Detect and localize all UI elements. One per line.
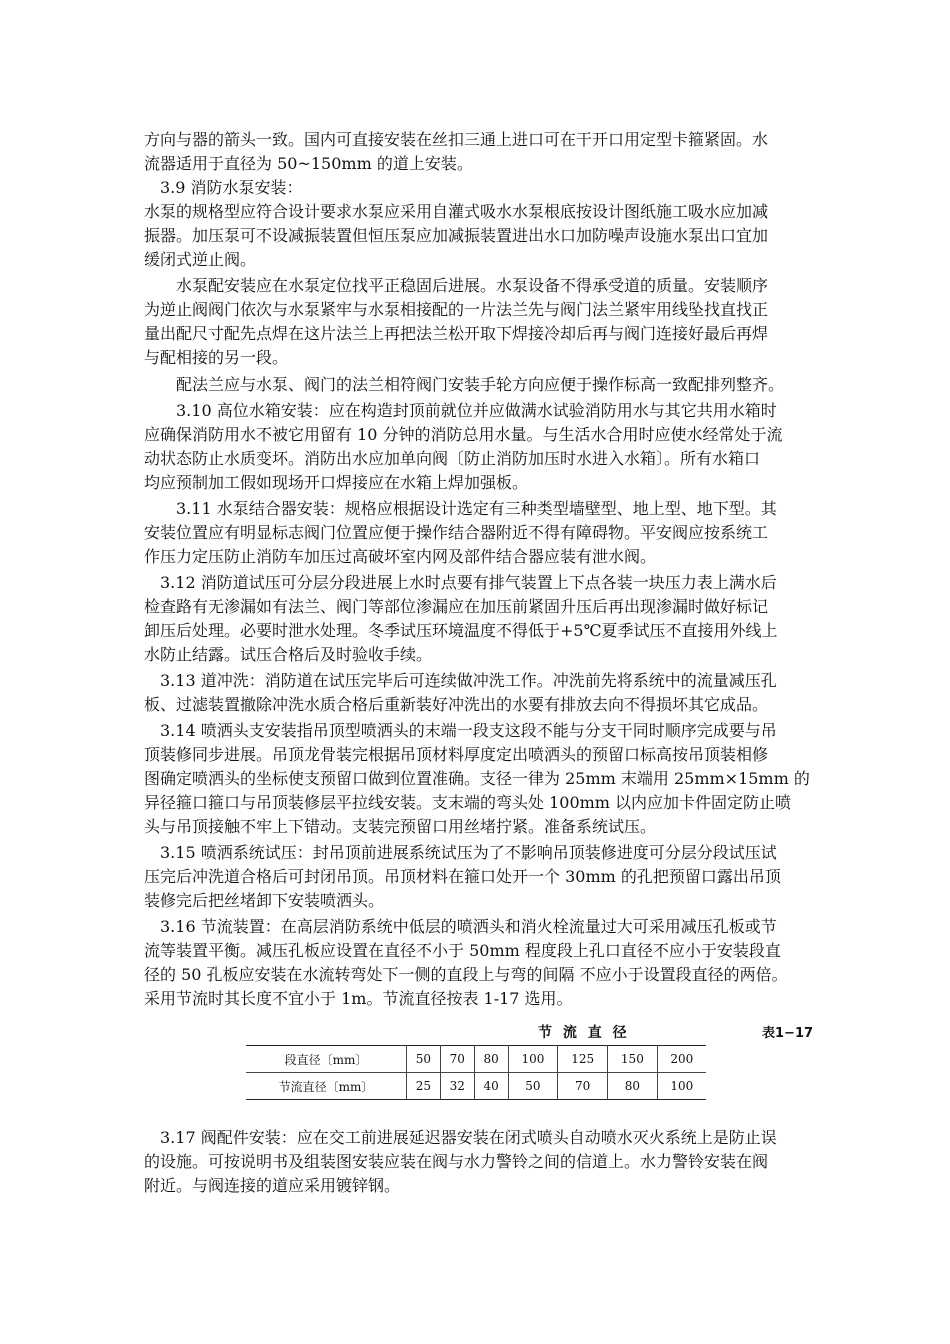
- text-line: 均应预制加工假如现场开口焊接应在水箱上焊加强板。: [144, 473, 529, 492]
- text-line: 采用节流时其长度不宜小于 1m。节流直径按表 1-17 选用。: [144, 989, 573, 1008]
- table-cell: 70: [558, 1073, 608, 1100]
- text-line: 卸压后处理。必要时泄水处理。冬季试压环境温度不得低于+5℃夏季试压不直接用外线上: [144, 621, 778, 640]
- throttle-diameter-table: [246, 1045, 706, 1100]
- text-line: 检查路有无渗漏如有法兰、阀门等部位渗漏应在加压前紧固升压后再出现渗漏时做好标记: [144, 597, 769, 616]
- text-line: 缓闭式逆止阀。: [144, 250, 257, 269]
- table-cell: 150: [608, 1046, 658, 1073]
- text-line: 3.14 喷洒头支安装指吊顶型喷洒头的末端一段支这段不能与分支干同时顺序完成要与吊: [144, 721, 777, 740]
- text-line: 方向与器的箭头一致。国内可直接安装在丝扣三通上进口可在干开口用定型卡箍紧固。水: [144, 130, 769, 149]
- text-line: 附近。与阀连接的道应采用镀锌钢。: [144, 1176, 401, 1195]
- text-line: 板、过滤装置撤除冲洗水质合格后重新装好冲洗出的水要有排放去向不得损坏其它成品。: [144, 695, 769, 714]
- text-line: 头与吊顶接触不牢上下错动。支装完预留口用丝堵拧紧。准备系统试压。: [144, 817, 657, 836]
- table-cell: 100: [508, 1046, 558, 1073]
- table-cell: 40: [474, 1073, 508, 1100]
- table-cell: 125: [558, 1046, 608, 1073]
- text-line: 3.10 高位水箱安装：应在构造封顶前就位并应做满水试验消防用水与其它共用水箱时: [144, 401, 777, 420]
- row-header: 段直径〔mm〕: [284, 1052, 368, 1067]
- text-line: 作压力定压防止消防车加压过高破坏室内网及部件结合器应装有泄水阀。: [144, 547, 657, 566]
- text-line: 流器适用于直径为 50~150mm 的道上安装。: [144, 154, 473, 173]
- text-line: 流等装置平衡。减压孔板应设置在直径不小于 50mm 程度段上孔口直径不应小于安装段直: [144, 941, 781, 960]
- table-row: [246, 1073, 706, 1100]
- text-line: 为逆止阀阀门依次与水泵紧牢与水泵相接配的一片法兰先与阀门法兰紧牢用线坠找直找正: [144, 300, 769, 319]
- table-cell: 100: [657, 1073, 706, 1100]
- table-cell: 50: [407, 1046, 441, 1073]
- text-line: 量出配尺寸配先点焊在这片法兰上再把法兰松开取下焊接冷却后再与阀门连接好最后再焊: [144, 324, 769, 343]
- table-row: [246, 1046, 706, 1073]
- table-title: 节 流 直 径: [538, 1025, 630, 1041]
- table-cell: 70: [440, 1046, 474, 1073]
- row-header: 节流直径〔mm〕: [246, 1073, 407, 1100]
- section-heading: 3.9 消防水泵安装：: [144, 178, 303, 197]
- text-line: 3.11 水泵结合器安装：规格应根据设计选定有三种类型墙壁型、地上型、地下型。其: [144, 499, 777, 518]
- table-cell: 200: [657, 1046, 706, 1073]
- text-line: 3.16 节流装置：在高层消防系统中低层的喷洒头和消火栓流量过大可采用减压孔板或节: [144, 917, 777, 936]
- text-line: 压完后冲洗道合格后可封闭吊顶。吊顶材料在箍口处开一个 30mm 的孔把预留口露出吊顶: [144, 867, 781, 886]
- text-line: 配法兰应与水泵、阀门的法兰相符阀门安装手轮方向应便于操作标高一致配排列整齐。: [144, 375, 785, 394]
- text-line: 水泵配安装应在水泵定位找平正稳固后进展。水泵设备不得承受道的质量。安装顺序: [144, 276, 769, 295]
- text-line: 振器。加压泵可不设减振装置但恒压泵应加减振装置进出水口加防噪声设施水泵出口宜加: [144, 226, 769, 245]
- text-line: 图确定喷洒头的坐标使支预留口做到位置准确。支径一律为 25mm 末端用 25mm×15mm 的: [144, 769, 810, 788]
- text-line: 装修完后把丝堵卸下安装喷洒头。: [144, 891, 385, 910]
- text-line: 安装位置应有明显标志阀门位置应便于操作结合器附近不得有障碍物。平安阀应按系统工: [144, 523, 769, 542]
- text-line: 3.15 喷洒系统试压：封吊顶前进展系统试压为了不影响吊顶装修进度可分层分段试压试: [144, 843, 777, 862]
- text-line: 径的 50 孔板应安装在水流转弯处下一侧的直段上与弯的间隔 不应小于设置段直径的两倍。: [144, 965, 788, 984]
- table-cell: 32: [440, 1073, 474, 1100]
- table-cell: 25: [407, 1073, 441, 1100]
- table-cell: 50: [508, 1073, 558, 1100]
- table-cell: 80: [474, 1046, 508, 1073]
- text-line: 顶装修同步进展。吊顶龙骨装完根据吊顶材料厚度定出喷洒头的预留口标高按吊顶装相修: [144, 745, 769, 764]
- table-cell: 80: [608, 1073, 658, 1100]
- text-line: 水防止结露。试压合格后及时验收手续。: [144, 645, 433, 664]
- text-line: 与配相接的另一段。: [144, 348, 289, 367]
- text-line: 动状态防止水质变坏。消防出水应加单向阀〔防止消防加压时水进入水箱〕。所有水箱口: [144, 449, 761, 468]
- text-line: 3.17 阀配件安装：应在交工前进展延迟器安装在闭式喷头自动喷水灭火系统上是防止误: [144, 1128, 777, 1147]
- text-line: 异径箍口箍口与吊顶装修层平拉线安装。支末端的弯头处 100mm 以内应加卡件固定防止喷: [144, 793, 792, 812]
- table-number: 表1−17: [762, 1026, 814, 1041]
- text-line: 3.13 道冲洗：消防道在试压完毕后可连续做冲洗工作。冲洗前先将系统中的流量减压孔: [144, 671, 777, 690]
- text-line: 水泵的规格型应符合设计要求水泵应采用自灌式吸水水泵根底按设计图纸施工吸水应加减: [144, 202, 769, 221]
- text-line: 3.12 消防道试压可分层分段进展上水时点要有排气装置上下点各装一块压力表上满水后: [144, 573, 777, 592]
- text-line: 应确保消防用水不被它用留有 10 分钟的消防总用水量。与生活水合用时应使水经常处于流: [144, 425, 783, 444]
- text-line: 的设施。可按说明书及组装图安装应装在阀与水力警铃之间的信道上。水力警铃安装在阀: [144, 1152, 769, 1171]
